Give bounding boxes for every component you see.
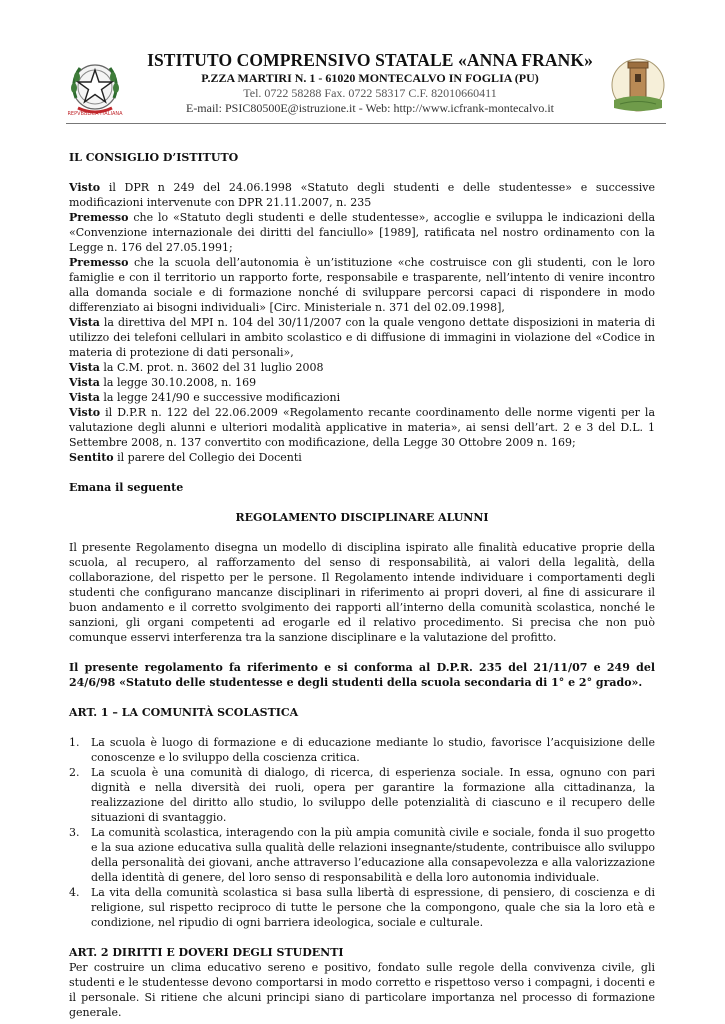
letterhead-divider: [66, 123, 666, 124]
italian-emblem-icon: [66, 58, 124, 120]
school-email-web: E-mail: PSIC80500E@istruzione.it - Web: http://www.icfrank-montecalvo.it: [185, 101, 555, 115]
premises-block: [69, 180, 655, 465]
list-item: 1. La scuola è luogo di formazione e di educazione mediante lo studio, favorisce l’acquisizione delle conoscenze e lo sviluppo della coscienza critica.: [69, 736, 655, 764]
regulation-title: REGOLAMENTO DISCIPLINARE ALUNNI: [235, 511, 489, 524]
premise-item: Vista la direttiva del MPI n. 104 del 30/11/2007 con la quale vengono dettate disposizioni in materia di utilizzo dei telefoni cellulari in ambito scolastico e di diffusione di immagini in violazione del «Codice in materia di protezione di dati personali»,: [69, 316, 655, 359]
list-item: 3. La comunità scolastica, interagendo con la più ampia comunità civile e sociale, fonda il suo progetto e la sua azione educativa sulla qualità delle relazioni insegnante/studente, contribuisce allo sviluppo della personalità dei giovani, anche attraverso l’educazione alla consapevolezza e alla valorizzazione della identità di genere, del loro senso di responsabilità e della loro autonomia individuale.: [69, 826, 655, 884]
premise-item: Premesso che la scuola dell’autonomia è un’istituzione «che costruisce con gli studenti, con le loro famiglie e con il territorio un rapporto forte, responsabile e trasparente, nell’intento di venire incontro alla domanda sociale e di formazione nonché di sviluppare percorsi capaci di rispondere in modo differenziato ai bisogni individuali» [Circ. Ministeriale n. 371 del 02.09.1998],: [69, 256, 655, 314]
art1-title: ART. 1 – LA COMUNITÀ SCOLASTICA: [69, 706, 299, 719]
svg-text:REPVBBLICA ITALIANA: REPVBBLICA ITALIANA: [67, 111, 123, 117]
premise-item: Vista la legge 241/90 e successive modificazioni: [69, 391, 341, 404]
list-item: 2. La scuola è una comunità di dialogo, di ricerca, di esperienza sociale. In essa, ognuno con pari dignità e nella diversità dei ruoli, opera per garantire la formazione alla cittadinanza, la realizzazione del diritto allo studio, lo sviluppo delle potenzialità di ciascuno e il recupero delle situazioni di svantaggio.: [69, 766, 655, 824]
school-address: P.ZZA MARTIRI N. 1 - 61020 MONTECALVO IN FOGLIA (PU): [201, 71, 539, 85]
letterhead: [0, 44, 725, 122]
premise-item: Vista la C.M. prot. n. 3602 del 31 luglio 2008: [69, 361, 324, 374]
council-heading: IL CONSIGLIO D’ISTITUTO: [69, 151, 239, 164]
letterhead-text: [140, 50, 600, 116]
art1-list: [69, 735, 655, 930]
premise-item: Sentito il parere del Collegio dei Docenti: [69, 451, 302, 464]
castle-tower-icon: [610, 52, 666, 118]
document-body: [69, 150, 655, 1020]
premise-item: Premesso che lo «Statuto degli studenti e delle studentesse», accoglie e sviluppa le indicazioni della «Convenzione internazionale dei diritti del fanciullo» [1989], ratificata nel nostro ordinamento con la Legge n. 176 del 27.05.1991;: [69, 211, 655, 254]
intro-paragraph: Il presente Regolamento disegna un modello di disciplina ispirato alle finalità educative proprie della scuola, al recupero, al rafforzamento del senso di responsabilità, ai valori della legalità, della collaborazione, del rispetto per le persone. Il Regolamento intende individuare i comportamenti degli studenti che configurano mancanze disciplinari in riferimento ai propri doveri, al fine di assicurare il buon andamento e il corretto svolgimento dei rapporti all’interno della comunità scolastica, nonché le sanzioni, gli organi competenti ad erogarle ed il relativo procedimento. Si precisa che non può comunque esservi interferenza tra la sanzione disciplinare e la valutazione del profitto.: [69, 541, 655, 644]
premise-item: Visto il D.P.R n. 122 del 22.06.2009 «Regolamento recante coordinamento delle norme vigenti per la valutazione degli alunni e ulteriori modalità applicative in materia», ai sensi dell’art. 2 e 3 del D.L. 1 Settembre 2008, n. 137 convertito con modificazione, della Legge 30 Ottobre 2009 n. 169;: [69, 406, 655, 449]
school-contacts: Tel. 0722 58288 Fax. 0722 58317 C.F. 82010660411: [243, 86, 497, 100]
art2-title: ART. 2 DIRITTI E DOVERI DEGLI STUDENTI: [69, 946, 344, 959]
premise-item: Visto il DPR n 249 del 24.06.1998 «Statuto degli studenti e delle studentesse» e successive modificazioni intervenute con DPR 21.11.2007, n. 235: [69, 181, 655, 209]
school-name: ISTITUTO COMPRENSIVO STATALE «ANNA FRANK»: [147, 50, 593, 70]
emana-line: Emana il seguente: [69, 481, 184, 494]
reference-paragraph: Il presente regolamento fa riferimento e si conforma al D.P.R. 235 del 21/11/07 e 249 del 24/6/98 «Statuto delle studentesse e degli studenti della scuola secondaria di 1° e 2° grado».: [69, 661, 655, 689]
list-item: 4. La vita della comunità scolastica si basa sulla libertà di espressione, di pensiero, di coscienza e di religione, sul rispetto reciproco di tutte le persone che la compongono, quale che sia la loro età e condizione, nel ripudio di ogni barriera ideologica, sociale e culturale.: [69, 886, 655, 929]
art2-paragraph: Per costruire un clima educativo sereno e positivo, fondato sulle regole della convivenza civile, gli studenti e le studentesse devono comportarsi in modo corretto e rispettoso verso i compagni, i docenti e il personale. Si ritiene che alcuni principi siano di particolare importanza nel processo di formazione generale.: [69, 961, 655, 1019]
premise-item: Vista la legge 30.10.2008, n. 169: [69, 376, 257, 389]
